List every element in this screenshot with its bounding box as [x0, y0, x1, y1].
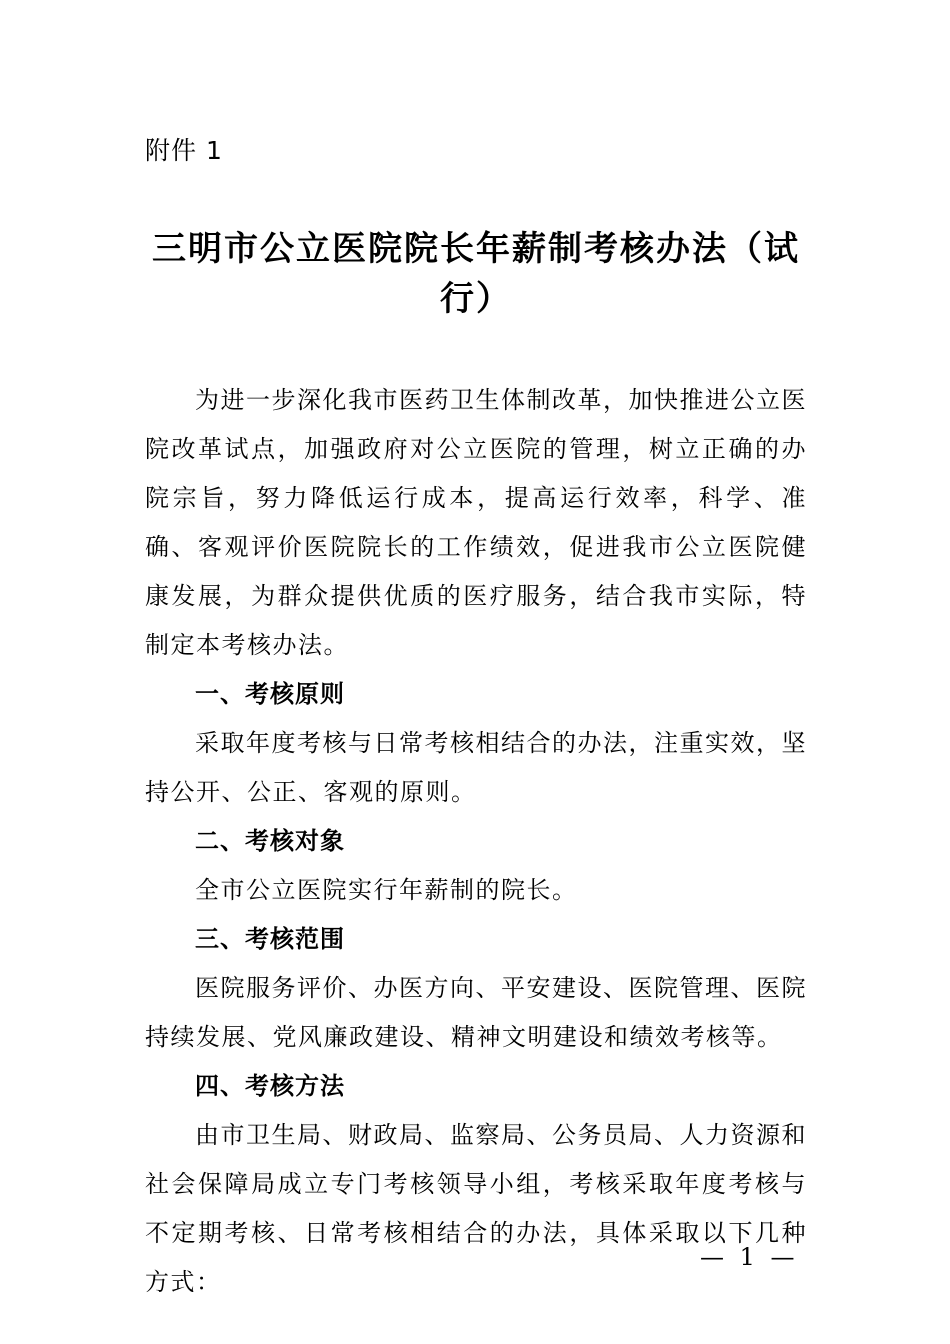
section-text-methods: 由市卫生局、财政局、监察局、公务员局、人力资源和社会保障局成立专门考核领导小组，考核采取年度考核与不定期考核、日常考核相结合的办法，具体采取以下几种方式： — [145, 1121, 807, 1296]
intro-paragraph: 为进一步深化我市医药卫生体制改革，加快推进公立医院改革试点，加强政府对公立医院的管理，树立正确的办院宗旨，努力降低运行成本，提高运行效率，科学、准确、客观评价医院院长的工作绩效，促进我市公立医院健康发展，为群众提供优质的医疗服务，结合我市实际，特制定本考核办法。 — [145, 386, 807, 659]
section-heading-targets: 二、考核对象 — [195, 827, 345, 855]
document-body — [145, 376, 807, 1307]
section-text-targets: 全市公立医院实行年薪制的院长。 — [195, 876, 578, 904]
page-number: — 1 — — [700, 1243, 799, 1271]
section-text-principles: 采取年度考核与日常考核相结合的办法，注重实效，坚持公开、公正、客观的原则。 — [145, 729, 807, 806]
attachment-label: 附件 1 — [145, 136, 223, 165]
section-text-scope: 医院服务评价、办医方向、平安建设、医院管理、医院持续发展、党风廉政建设、精神文明建设和绩效考核等。 — [145, 974, 807, 1051]
section-heading-principles: 一、考核原则 — [195, 680, 345, 708]
section-heading-scope: 三、考核范围 — [195, 925, 345, 953]
section-heading-methods: 四、考核方法 — [195, 1072, 345, 1100]
document-title: 三明市公立医院院长年薪制考核办法（试行） — [152, 229, 800, 319]
